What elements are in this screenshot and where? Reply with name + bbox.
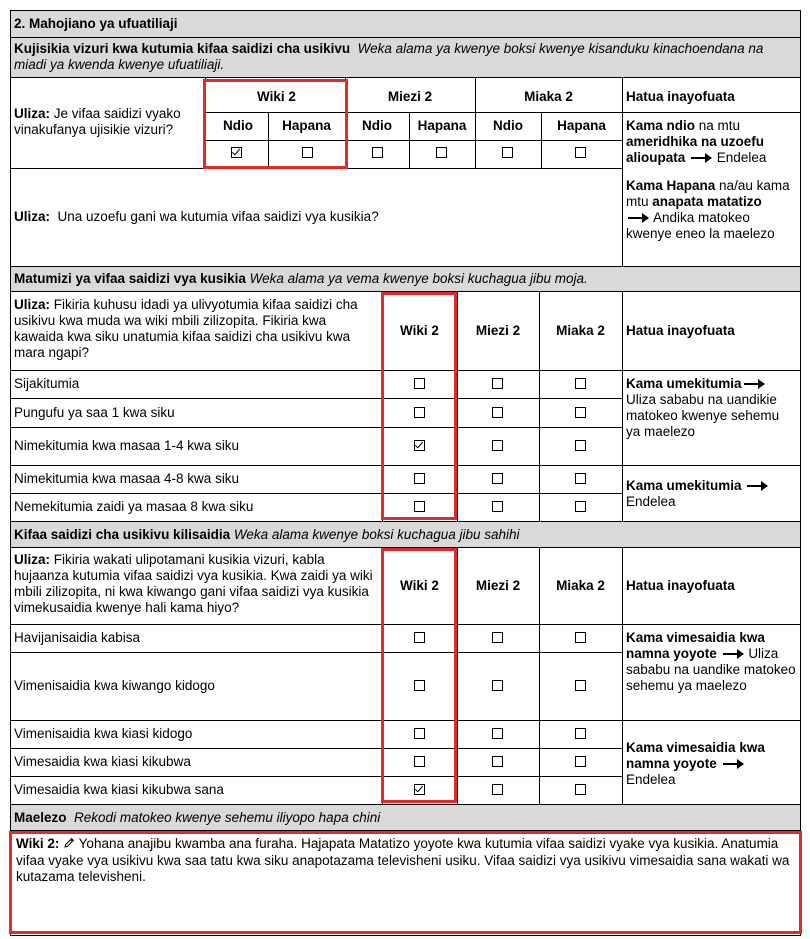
s2-checkbox[interactable] — [575, 440, 586, 451]
s2-option: Nemekitumia zaidi ya masaa 8 kwa siku — [14, 499, 254, 514]
s1-yes-wiki: Ndio — [223, 118, 253, 133]
s2-checkbox[interactable] — [492, 407, 503, 418]
highlight-s3-wiki — [381, 548, 457, 803]
s1-next-header: Hatua inayofuata — [626, 88, 735, 104]
s2-title: Matumizi ya vifaa saidizi vya kusikia Weka alama ya vema kwenye boksi kuchagua jibu moja. — [14, 271, 588, 286]
s1-yes-miaka: Ndio — [493, 118, 523, 133]
s3-option: Havijanisaidia kabisa — [14, 630, 141, 645]
s1-no-miaka: Hapana — [557, 118, 606, 133]
s2-checkbox[interactable] — [492, 378, 503, 389]
s2-period-miezi: Miezi 2 — [475, 322, 521, 338]
arrow-right-icon — [744, 383, 764, 385]
s3-checkbox[interactable] — [575, 728, 586, 739]
s2-question: Uliza: Fikiria kuhusu idadi ya ulivyotumia kifaa saidizi cha usikivu kwa muda wa wiki mbili zilizopita. Fikiria kwa kawaida kwa siku unatumia kifaa saidizi cha usikivu kwa mara ngapi? — [14, 297, 358, 360]
s2-checkbox[interactable] — [492, 440, 503, 451]
s3-next-step-2: Kama vimesaidia kwa namna yoyote Endelea — [626, 740, 765, 787]
s3-option: Vimenisaidia kwa kiasi kidogo — [14, 726, 193, 741]
s1-title: Kujisikia vizuri kwa kutumia kifaa saidizi cha usikivu Weka alama ya kwenye boksi kwenye kisanduku kinachoendana na miadi ya kwenda kwenye ufuatiliaji. — [14, 41, 764, 72]
s1-checkbox-miezi-no[interactable] — [436, 147, 447, 158]
s2-checkbox[interactable] — [575, 473, 586, 484]
s3-title: Kifaa saidizi cha usikivu kilisaidia Weka alama kwenye boksi kuchagua jibu sahihi — [14, 526, 520, 542]
s1-period-miaka: Miaka 2 — [524, 88, 573, 104]
s3-checkbox[interactable] — [575, 680, 586, 691]
s3-checkbox[interactable] — [492, 632, 503, 643]
arrow-right-icon — [723, 653, 743, 655]
arrow-right-icon — [723, 763, 743, 765]
s2-checkbox[interactable] — [575, 407, 586, 418]
s2-period-wiki: Wiki 2 — [400, 322, 439, 338]
highlight-s1-wiki — [203, 79, 348, 169]
s2-option: Nimekitumia kwa masaa 4-8 kwa siku — [14, 471, 240, 486]
s3-checkbox[interactable] — [492, 756, 503, 767]
s1-period-wiki: Wiki 2 — [257, 88, 296, 104]
section-title: 2. Mahojiano ya ufuatiliaji — [14, 16, 178, 31]
s1-no-miezi: Hapana — [417, 118, 467, 133]
arrow-right-icon — [691, 157, 711, 159]
s1-yes-miezi: Ndio — [362, 118, 392, 133]
s2-option: Nimekitumia kwa masaa 1-4 kwa siku — [14, 438, 240, 453]
s3-option: Vimesaidia kwa kiasi kikubwa — [14, 754, 191, 769]
s1-next-step-no: Kama Hapana na/au kama mtu anapata matatizo Andika matokeo kwenye eneo la maelezo — [626, 178, 790, 241]
s3-period-miaka: Miaka 2 — [556, 577, 605, 593]
s3-option: Vimesaidia kwa kiasi kikubwa sana — [14, 782, 224, 797]
s3-option: Vimenisaidia kwa kiwango kidogo — [14, 678, 215, 693]
s3-checkbox[interactable] — [492, 728, 503, 739]
s3-next-step-1: Kama vimesaidia kwa namna yoyote Uliza sababu na uandike matokeo sehemu ya maelezo — [626, 630, 796, 693]
s2-next-step-1: Kama umekitumia Uliza sababu na uandikie matokeo kwenye sehemu ya maelezo — [626, 376, 780, 439]
s1-period-miezi: Miezi 2 — [387, 88, 433, 104]
s1-checkbox-miaka-no[interactable] — [575, 147, 586, 158]
s1-next-step-yes: Kama ndio na mtu ameridhika na uzoefu alioupata Endelea — [626, 118, 767, 165]
s2-next-header: Hatua inayofuata — [626, 322, 735, 338]
notes-title: Maelezo Rekodi matokeo kwenye sehemu iliyopo hapa chini — [14, 809, 381, 825]
s3-question: Uliza: Fikiria wakati ulipotamani kusikia vizuri, kabla hujaanza kutumia vifaa saidizi vya kusikia. Kwa zaidi ya wiki mbili zilizopita, ni kwa kiwango gani vifaa saidizi vya kusikia vimekusaidia kwenye hali kama hiyo? — [14, 552, 373, 615]
notes-body: Wiki 2: Yohana anajibu kwamba ana furaha. Hajapata Matatizo yoyote kwa kutumia vifaa saidizi vyake vya kusikia. Anatumia vifaa vyake vya usikivu kwa saa tatu kwa siku anapotazama televisheni usiku. Vifaa saidizi vya usikivu vimesaidia sana wakati wa kutazama televisheni. — [16, 836, 790, 884]
s2-next-step-2: Kama umekitumia Endelea — [622, 476, 800, 516]
s3-checkbox[interactable] — [492, 680, 503, 691]
s3-period-wiki: Wiki 2 — [400, 577, 439, 593]
s3-checkbox[interactable] — [492, 784, 503, 795]
arrow-right-icon — [747, 485, 767, 487]
s2-checkbox[interactable] — [492, 473, 503, 484]
s2-option: Sijakitumia — [14, 376, 80, 391]
s2-option: Pungufu ya saa 1 kwa siku — [14, 404, 175, 420]
s2-period-miaka: Miaka 2 — [556, 322, 605, 338]
highlight-notes — [9, 831, 802, 934]
s1-checkbox-miaka-yes[interactable] — [502, 147, 513, 158]
s2-checkbox[interactable] — [575, 378, 586, 389]
s1-checkbox-miezi-yes[interactable] — [372, 147, 383, 158]
s3-next-header: Hatua inayofuata — [626, 577, 735, 593]
s2-checkbox[interactable] — [575, 501, 586, 512]
arrow-right-icon — [628, 217, 648, 219]
s1-no-wiki: Hapana — [282, 118, 331, 133]
s3-checkbox[interactable] — [575, 632, 586, 643]
s1-q2: Uliza: Una uzoefu gani wa kutumia vifaa saidizi vya kusikia? — [14, 208, 379, 224]
s3-checkbox[interactable] — [575, 756, 586, 767]
highlight-s2-wiki — [381, 292, 457, 520]
s3-period-miezi: Miezi 2 — [475, 577, 521, 593]
s2-checkbox[interactable] — [492, 501, 503, 512]
s1-q1: Uliza: Je vifaa saidizi vyako vinakufanya ujisikie vizuri? — [14, 106, 181, 137]
s3-checkbox[interactable] — [575, 784, 586, 795]
